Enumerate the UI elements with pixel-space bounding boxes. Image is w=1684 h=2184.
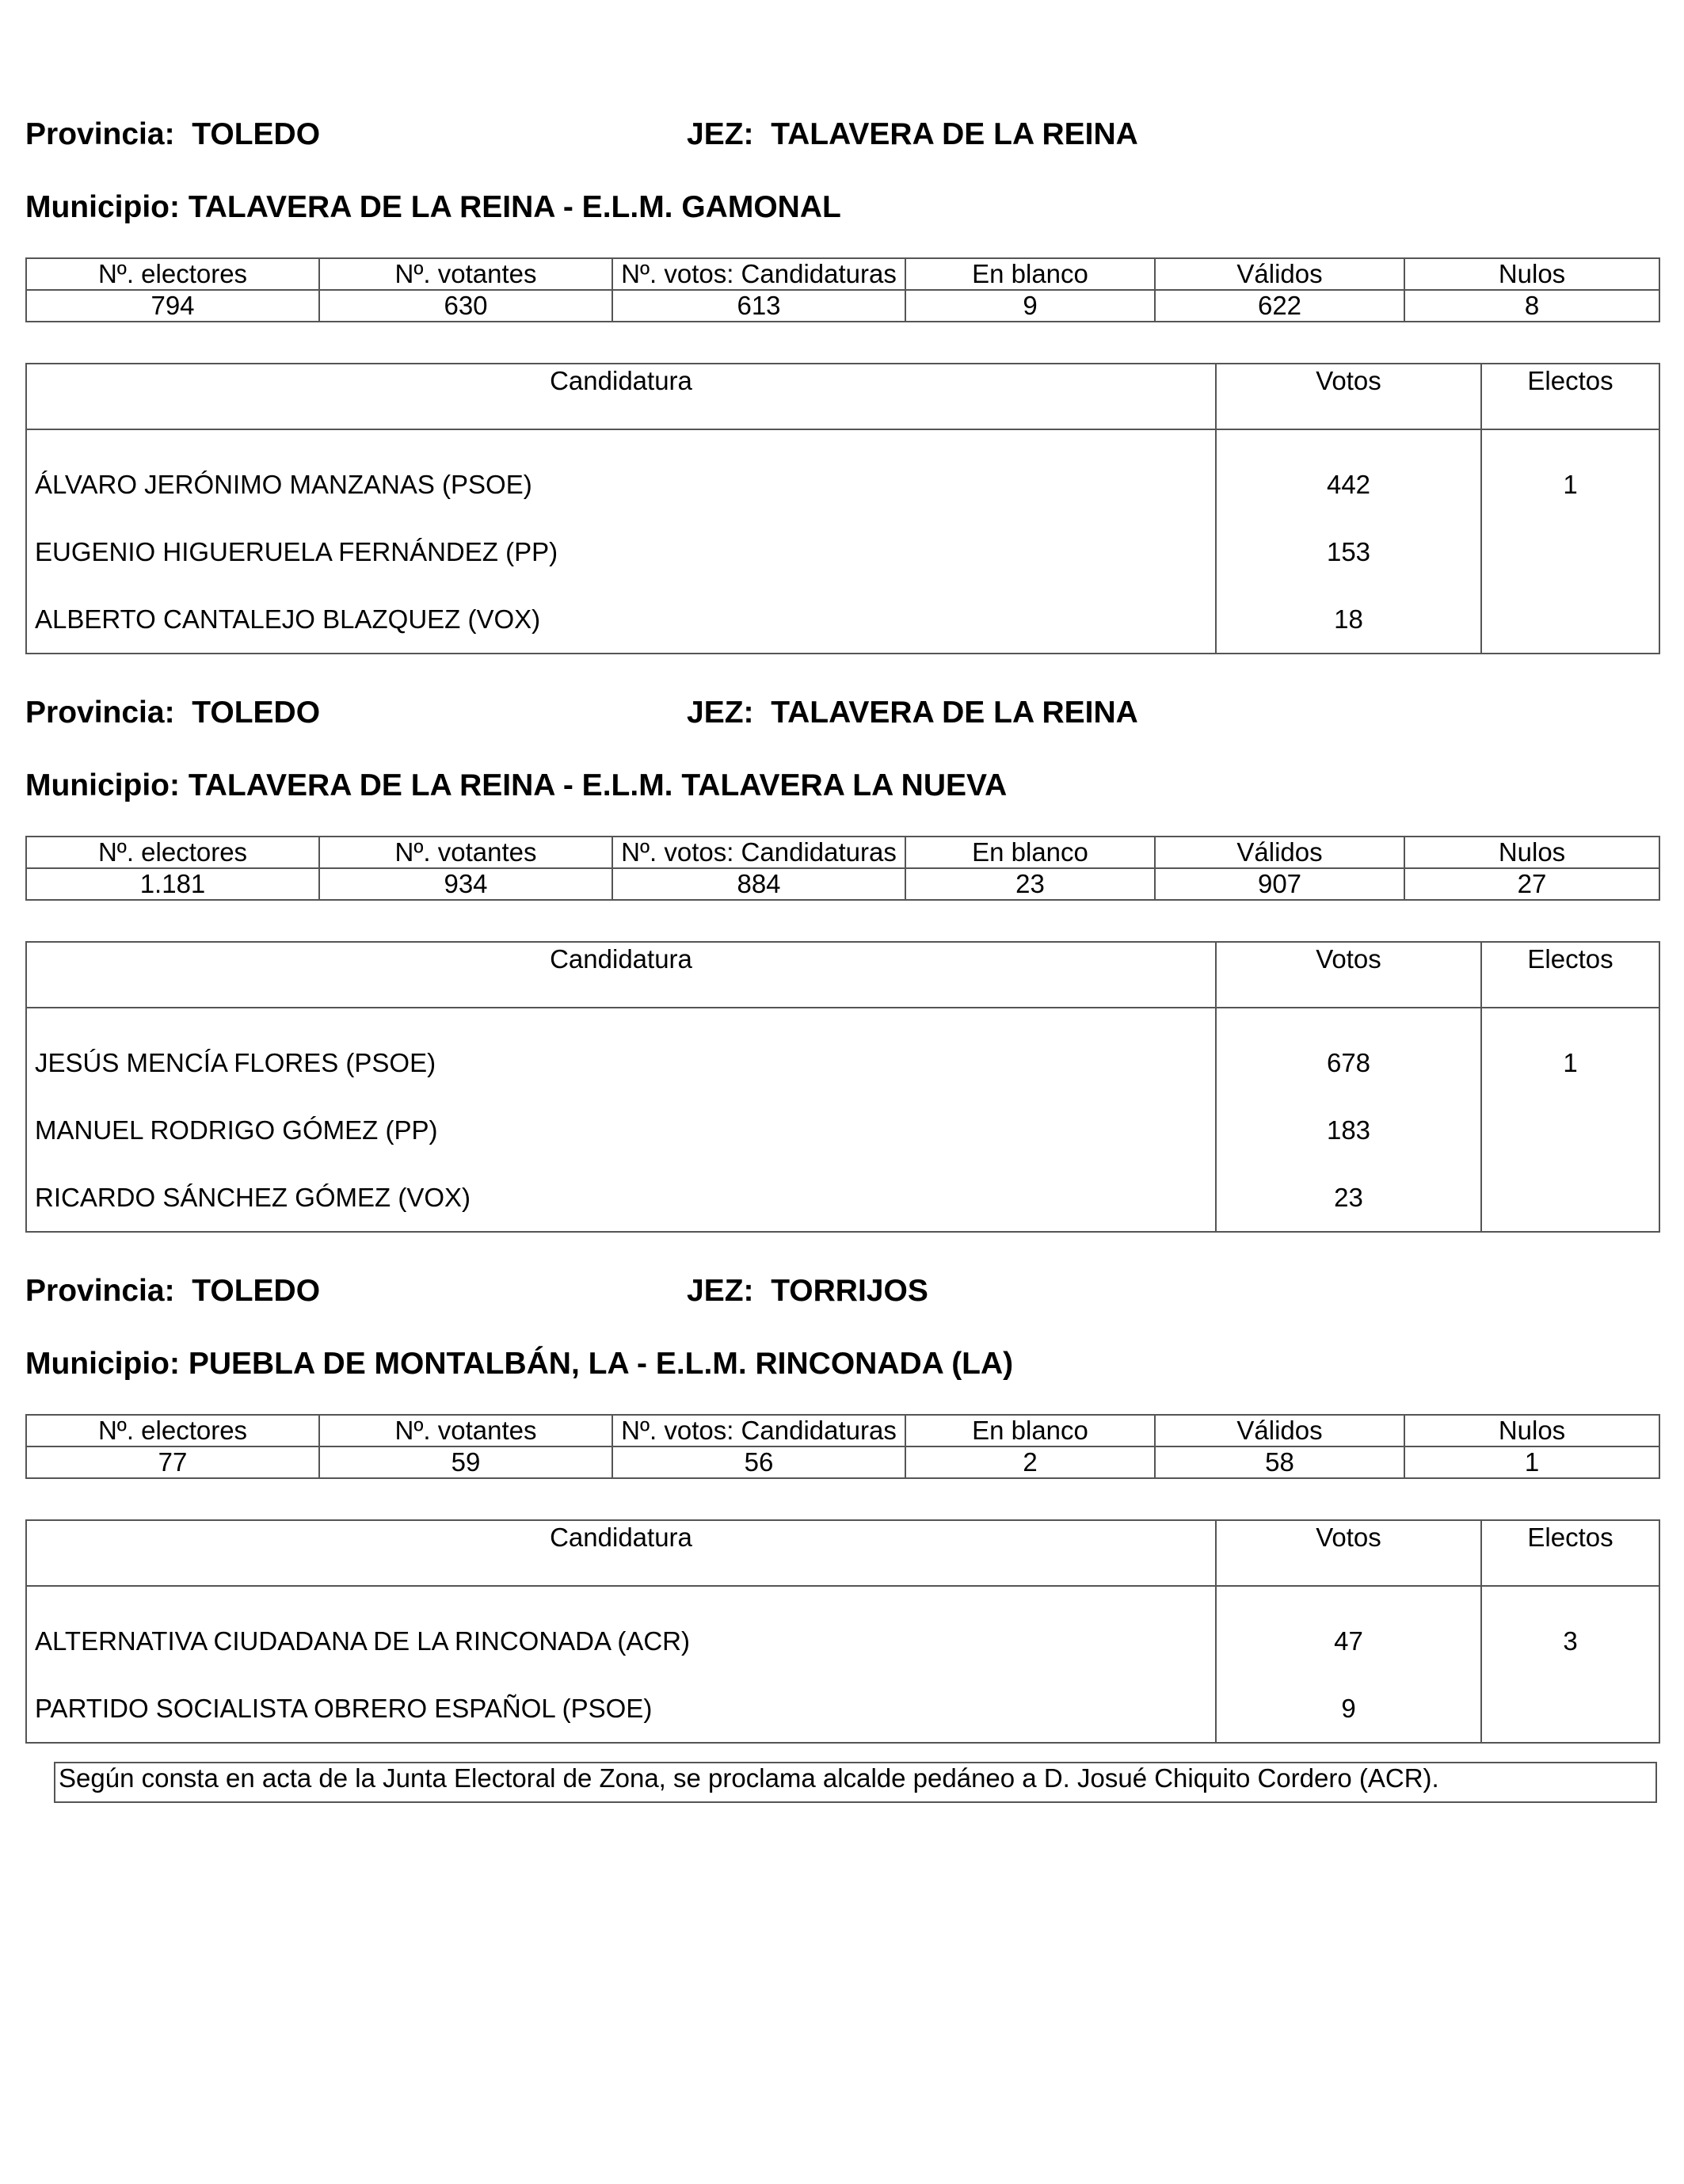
summary-header-row — [26, 258, 1659, 290]
candidate-votes: 47 — [1216, 1586, 1481, 1675]
value-en-blanco: 9 — [905, 290, 1155, 322]
header-nulos: Nulos — [1404, 1415, 1659, 1446]
proclamation-note: Según consta en acta de la Junta Electoral de Zona, se proclama alcalde pedáneo a D. Josué Chiquito Cordero (ACR). — [54, 1762, 1657, 1803]
value-votantes: 630 — [319, 290, 612, 322]
header-en-blanco: En blanco — [905, 837, 1155, 868]
jez-value: TORRIJOS — [771, 1274, 928, 1308]
header-electos: Electos — [1481, 942, 1659, 1008]
candidates-header-row — [26, 942, 1659, 1008]
candidates-header-row — [26, 364, 1659, 429]
header-votos: Votos — [1216, 364, 1481, 429]
municipality-value: TALAVERA DE LA REINA - E.L.M. GAMONAL — [188, 190, 841, 224]
jez — [687, 1274, 928, 1309]
candidate-votes: 9 — [1216, 1675, 1481, 1743]
candidate-name: MANUEL RODRIGO GÓMEZ (PP) — [26, 1096, 1216, 1164]
province-label: Provincia: — [25, 1274, 175, 1308]
municipality-label: Municipio: — [25, 1347, 180, 1381]
value-validos: 907 — [1155, 868, 1404, 900]
value-votos-candidaturas: 613 — [612, 290, 905, 322]
candidate-name: ALBERTO CANTALEJO BLAZQUEZ (VOX) — [26, 585, 1216, 654]
jez-label: JEZ: — [687, 1274, 754, 1308]
header-en-blanco: En blanco — [905, 258, 1155, 290]
value-nulos: 27 — [1404, 868, 1659, 900]
candidate-elected — [1481, 1164, 1659, 1232]
jez-value: TALAVERA DE LA REINA — [771, 696, 1138, 730]
candidate-votes: 442 — [1216, 429, 1481, 518]
candidates-table — [25, 363, 1660, 654]
header-en-blanco: En blanco — [905, 1415, 1155, 1446]
candidate-elected: 1 — [1481, 429, 1659, 518]
table-row — [26, 518, 1659, 585]
jez-value: TALAVERA DE LA REINA — [771, 117, 1138, 151]
candidate-name: JESÚS MENCÍA FLORES (PSOE) — [26, 1008, 1216, 1096]
candidate-name: PARTIDO SOCIALISTA OBRERO ESPAÑOL (PSOE) — [26, 1675, 1216, 1743]
header-votos: Votos — [1216, 942, 1481, 1008]
province-label: Provincia: — [25, 696, 175, 730]
value-en-blanco: 23 — [905, 868, 1155, 900]
header-candidatura: Candidatura — [26, 1520, 1216, 1586]
summary-header-row — [26, 837, 1659, 868]
header-electores: Nº. electores — [26, 258, 319, 290]
jez-label: JEZ: — [687, 696, 754, 730]
table-row — [26, 1164, 1659, 1232]
header-candidatura: Candidatura — [26, 942, 1216, 1008]
municipality-value: PUEBLA DE MONTALBÁN, LA - E.L.M. RINCONADA (LA) — [188, 1347, 1014, 1381]
municipality-line — [25, 768, 1007, 803]
municipality-value: TALAVERA DE LA REINA - E.L.M. TALAVERA LA NUEVA — [188, 768, 1008, 802]
candidate-elected — [1481, 1096, 1659, 1164]
header-validos: Válidos — [1155, 837, 1404, 868]
jez — [687, 696, 1138, 730]
header-electos: Electos — [1481, 1520, 1659, 1586]
table-row — [26, 585, 1659, 654]
value-electores: 794 — [26, 290, 319, 322]
candidate-votes: 183 — [1216, 1096, 1481, 1164]
candidate-name: EUGENIO HIGUERUELA FERNÁNDEZ (PP) — [26, 518, 1216, 585]
header-candidatura: Candidatura — [26, 364, 1216, 429]
header-electores: Nº. electores — [26, 1415, 319, 1446]
candidate-elected — [1481, 1675, 1659, 1743]
province-label: Provincia: — [25, 117, 175, 151]
candidate-name: RICARDO SÁNCHEZ GÓMEZ (VOX) — [26, 1164, 1216, 1232]
summary-value-row — [26, 1446, 1659, 1478]
header-electos: Electos — [1481, 364, 1659, 429]
candidate-votes: 23 — [1216, 1164, 1481, 1232]
candidate-elected — [1481, 585, 1659, 654]
value-electores: 77 — [26, 1446, 319, 1478]
header-votantes: Nº. votantes — [319, 837, 612, 868]
jez — [687, 117, 1138, 152]
summary-table — [25, 836, 1660, 901]
province — [25, 696, 320, 730]
candidate-name: ALTERNATIVA CIUDADANA DE LA RINCONADA (ACR) — [26, 1586, 1216, 1675]
header-votos-candidaturas: Nº. votos: Candidaturas — [612, 1415, 905, 1446]
header-votos: Votos — [1216, 1520, 1481, 1586]
municipality-label: Municipio: — [25, 768, 180, 802]
candidate-votes: 678 — [1216, 1008, 1481, 1096]
value-electores: 1.181 — [26, 868, 319, 900]
header-validos: Válidos — [1155, 1415, 1404, 1446]
header-validos: Válidos — [1155, 258, 1404, 290]
value-votos-candidaturas: 884 — [612, 868, 905, 900]
header-votantes: Nº. votantes — [319, 1415, 612, 1446]
municipality-line — [25, 1347, 1013, 1382]
summary-value-row — [26, 290, 1659, 322]
value-validos: 58 — [1155, 1446, 1404, 1478]
value-validos: 622 — [1155, 290, 1404, 322]
municipality-label: Municipio: — [25, 190, 180, 224]
province-value: TOLEDO — [192, 117, 321, 151]
summary-value-row — [26, 868, 1659, 900]
candidate-name: ÁLVARO JERÓNIMO MANZANAS (PSOE) — [26, 429, 1216, 518]
province — [25, 117, 320, 152]
header-nulos: Nulos — [1404, 258, 1659, 290]
province-value: TOLEDO — [192, 696, 321, 730]
table-row — [26, 1586, 1659, 1675]
header-nulos: Nulos — [1404, 837, 1659, 868]
candidates-header-row — [26, 1520, 1659, 1586]
table-row — [26, 1008, 1659, 1096]
header-votos-candidaturas: Nº. votos: Candidaturas — [612, 258, 905, 290]
candidate-votes: 153 — [1216, 518, 1481, 585]
municipality-line — [25, 190, 841, 225]
value-votantes: 59 — [319, 1446, 612, 1478]
province — [25, 1274, 320, 1309]
jez-label: JEZ: — [687, 117, 754, 151]
candidate-elected: 3 — [1481, 1586, 1659, 1675]
value-nulos: 1 — [1404, 1446, 1659, 1478]
table-row — [26, 1675, 1659, 1743]
summary-header-row — [26, 1415, 1659, 1446]
table-row — [26, 429, 1659, 518]
header-electores: Nº. electores — [26, 837, 319, 868]
value-en-blanco: 2 — [905, 1446, 1155, 1478]
header-votantes: Nº. votantes — [319, 258, 612, 290]
value-votantes: 934 — [319, 868, 612, 900]
value-votos-candidaturas: 56 — [612, 1446, 905, 1478]
header-votos-candidaturas: Nº. votos: Candidaturas — [612, 837, 905, 868]
table-row — [26, 1096, 1659, 1164]
province-value: TOLEDO — [192, 1274, 321, 1308]
candidates-table — [25, 941, 1660, 1233]
summary-table — [25, 257, 1660, 322]
candidate-elected: 1 — [1481, 1008, 1659, 1096]
value-nulos: 8 — [1404, 290, 1659, 322]
candidate-elected — [1481, 518, 1659, 585]
candidates-table — [25, 1519, 1660, 1744]
summary-table — [25, 1414, 1660, 1479]
candidate-votes: 18 — [1216, 585, 1481, 654]
